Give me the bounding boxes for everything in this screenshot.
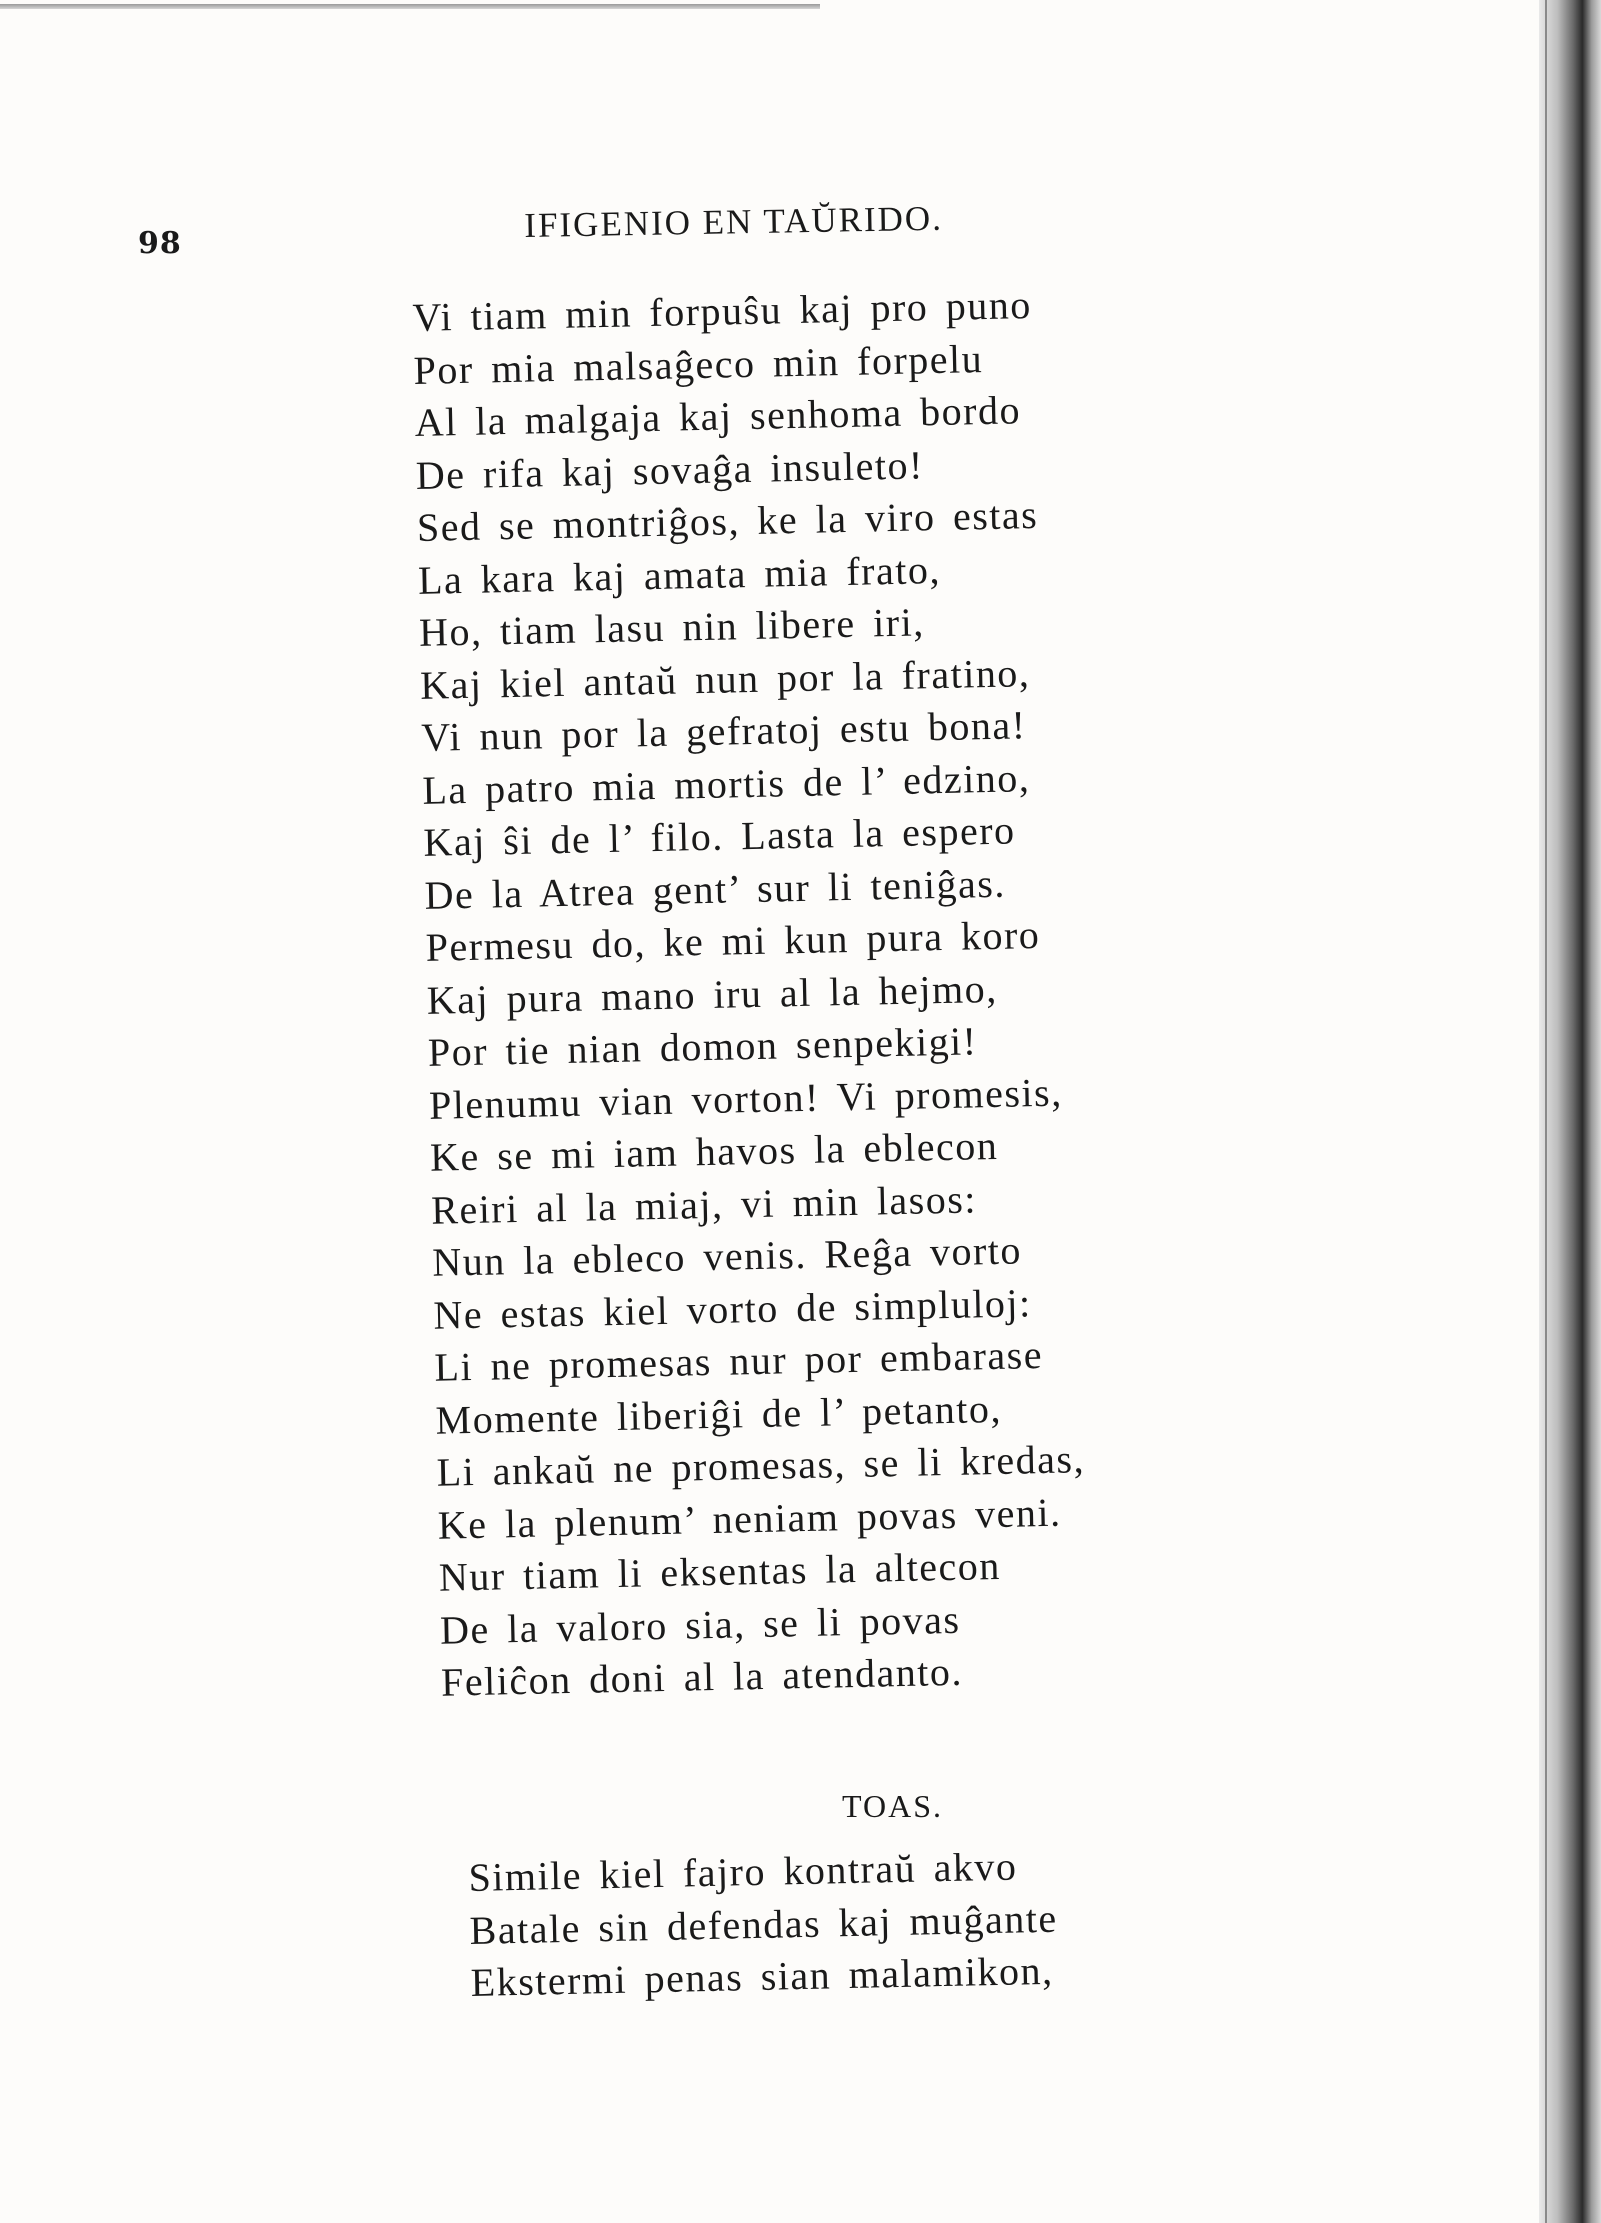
verse-line: Nur tiam li eksentas la altecon	[438, 1542, 1002, 1600]
verse-line: Batale sin defendas kaj muĝante	[469, 1895, 1059, 1953]
verse-line: Ekstermi penas sian malamikon,	[470, 1947, 1054, 2005]
verse-line: Feliĉon doni al la atendanto.	[440, 1648, 964, 1705]
speaker-name: TOAS.	[842, 1788, 943, 1824]
verse-line: Kaj kiel antaŭ nun por la fratino,	[419, 649, 1031, 708]
verse-line: De rifa kaj sovaĝa insuleto!	[415, 441, 925, 498]
verse-line: Vi nun por la gefratoj estu bona!	[420, 702, 1027, 760]
verse-line: De la Atrea gent’ sur li teniĝas.	[424, 860, 1007, 918]
verse-line: Kaj ŝi de l’ filo. Lasta la espero	[423, 807, 1016, 865]
page-number: 98	[138, 226, 182, 261]
verse-line: La patro mia mortis de l’ edzino,	[421, 754, 1031, 813]
verse-line: Por tie nian domon senpekigi!	[427, 1018, 978, 1075]
verse-line: Ke la plenum’ neniam povas veni.	[437, 1489, 1062, 1548]
verse-line: Ho, tiam lasu nin libere iri,	[418, 599, 926, 655]
verse-line: Nun la ebleco venis. Reĝa vorto	[431, 1227, 1023, 1285]
running-head-title: IFIGENIO EN TAŬRIDO.	[524, 198, 944, 245]
verse-line: Por mia malsaĝeco min forpelu	[413, 335, 984, 393]
verse-block-1	[412, 278, 1090, 1709]
verse-line: Ke se mi iam havos la eblecon	[429, 1122, 999, 1180]
verse-line: Li ne promesas nur por embarase	[434, 1332, 1044, 1390]
verse-line: La kara kaj amata mia frato,	[417, 546, 942, 603]
verse-line: Permesu do, ke mi kun pura koro	[425, 911, 1041, 970]
verse-line: Kaj pura mano iru al la hejmo,	[426, 965, 999, 1023]
verse-line: Reiri al la miaj, vi min lasos:	[430, 1175, 978, 1233]
verse-line: Plenumu vian vorton! Vi promesis,	[428, 1069, 1064, 1128]
verse-line: Li ankaŭ ne promesas, se li kredas,	[436, 1436, 1086, 1495]
verse-block-2	[468, 1840, 1059, 2010]
verse-line: Simile kiel fajro kontraŭ akvo	[468, 1843, 1018, 1900]
verse-line: De la valoro sia, se li povas	[439, 1596, 961, 1653]
verse-line: Momente liberiĝi de l’ petanto,	[435, 1385, 1003, 1443]
verse-line: Ne estas kiel vorto de simpluloj:	[432, 1279, 1033, 1338]
verse-line: Vi tiam min forpuŝu kaj pro puno	[412, 282, 1033, 340]
verse-line: Sed se montriĝos, ke la viro estas	[416, 491, 1039, 550]
spine-line	[1545, 0, 1547, 2223]
verse-line: Al la malgaja kaj senhoma bordo	[414, 387, 1022, 445]
top-edge-rule	[0, 4, 820, 9]
book-spine-shadow	[1539, 0, 1601, 2223]
